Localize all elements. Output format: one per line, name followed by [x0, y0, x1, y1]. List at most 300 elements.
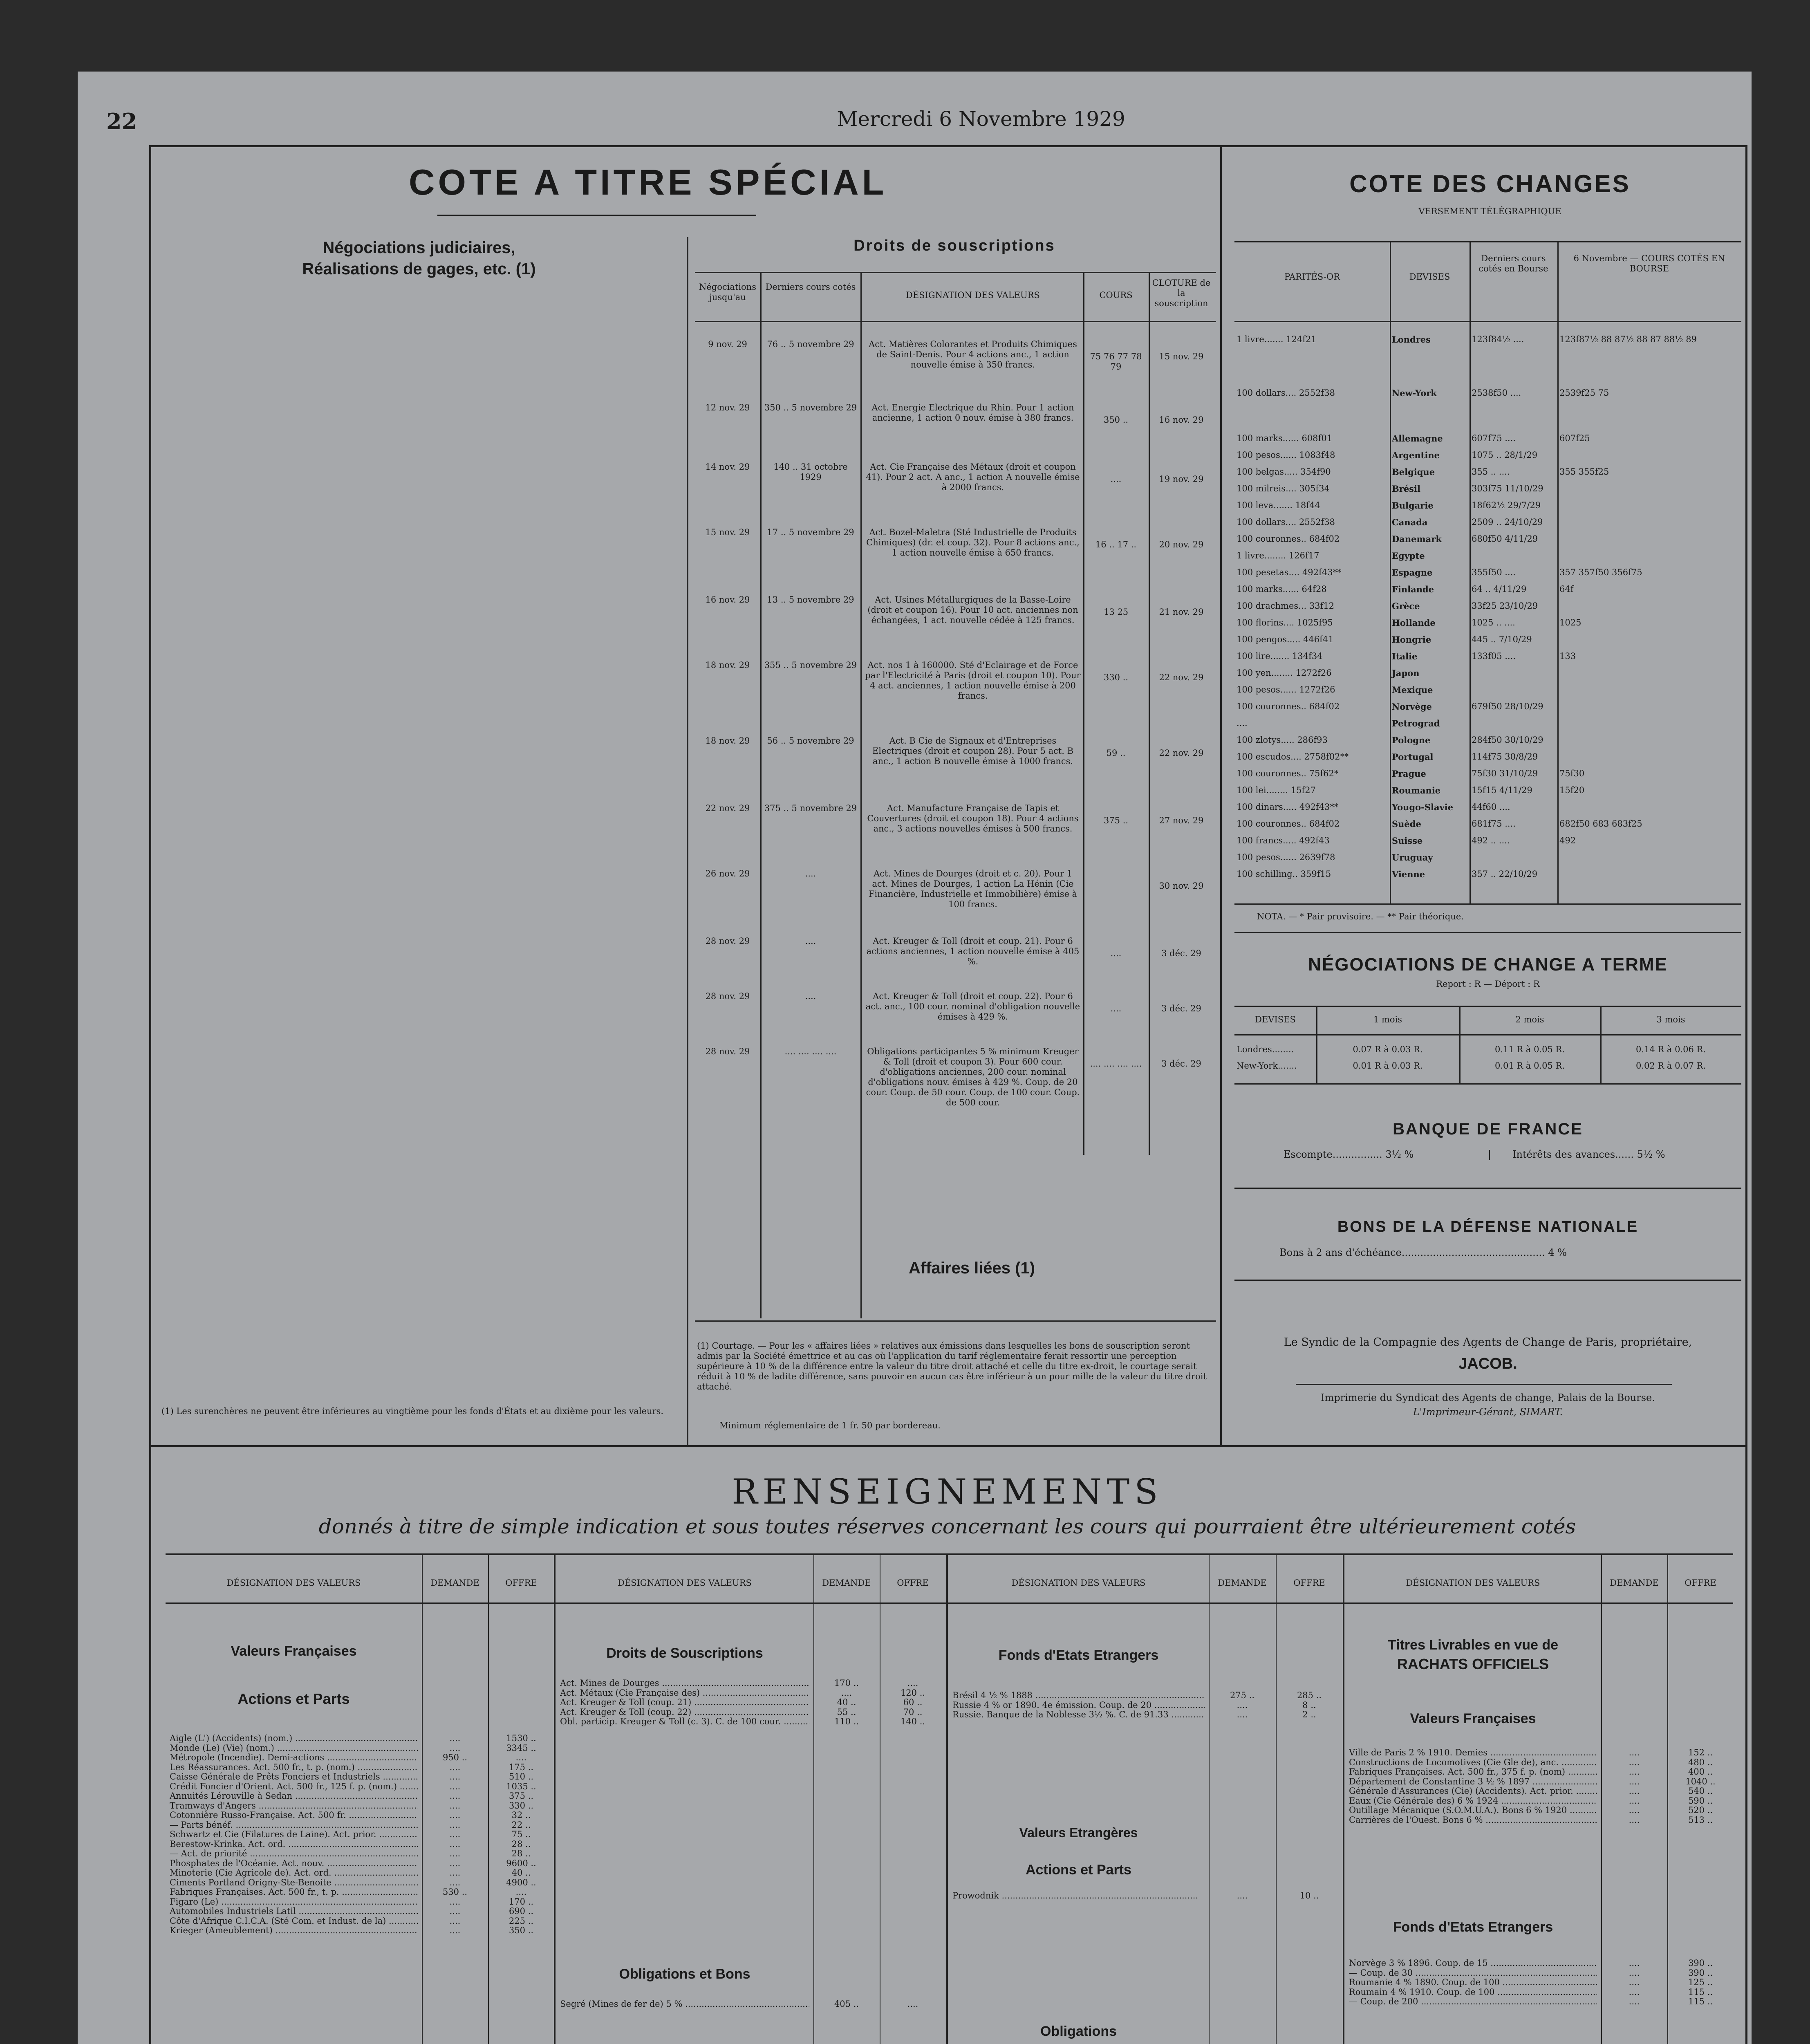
- droit-cloture: 20 nov. 29: [1159, 540, 1204, 549]
- rens-heading: Fonds d'Etats Etrangers: [1393, 1919, 1553, 1935]
- rens-row-name: Automobiles Industriels Latil .....: [170, 1906, 418, 1916]
- rens-row-offre: 1035 ..: [506, 1781, 536, 1791]
- rens-col-designation: DÉSIGNATION DES VALEURS: [226, 1578, 361, 1588]
- change-devise: Danemark: [1392, 534, 1442, 544]
- droit-designation: Act. Cie Française des Métaux (droit et coupon 41). Pour 2 act. A anc., 1 action A nouvelle émise à 2000 francs.: [866, 462, 1080, 492]
- terme-2mois: 0.11 R à 0.05 R.: [1494, 1044, 1565, 1054]
- droit-cloture: 15 nov. 29: [1159, 352, 1204, 361]
- rens-heading: Actions et Parts: [237, 1690, 350, 1707]
- rens-row-name: Phosphates de l'Océanie. Act. nouv. .....: [170, 1858, 418, 1869]
- rens-row-name: Prowodnik .....: [952, 1891, 1205, 1901]
- syndic-rule: [1296, 1384, 1672, 1385]
- rens-row-offre: 60 ..: [903, 1697, 923, 1707]
- terme-title: NÉGOCIATIONS DE CHANGE A TERME: [1308, 955, 1668, 975]
- rens-row-name: Eaux (Cie Générale des) 6 % 1924 .....: [1349, 1796, 1597, 1806]
- droits-title: Droits de souscriptions: [853, 237, 1055, 254]
- col-parites: PARITÉS-OR: [1284, 272, 1340, 282]
- droit-last: 76 .. 5 novembre 29: [767, 339, 854, 349]
- rens-row-demande: 40 ..: [837, 1697, 856, 1707]
- courtage-minimum: Minimum réglementaire de 1 fr. 50 par bordereau.: [719, 1421, 941, 1430]
- rens-row-offre: 375 ..: [509, 1791, 534, 1801]
- change-cours: 355 355f25: [1559, 467, 1609, 477]
- changes-top-rule: [1234, 241, 1741, 242]
- droit-last: ....: [805, 936, 816, 946]
- rens-row-offre: 390 ..: [1688, 1968, 1713, 1978]
- rens-row-name: Brésil 4 ½ % 1888 .....: [952, 1690, 1205, 1701]
- change-devise: Suède: [1392, 819, 1421, 829]
- change-cours: 64f: [1559, 584, 1574, 594]
- renseignements-title: RENSEIGNEMENTS: [732, 1472, 1163, 1512]
- rens-row-offre: ....: [907, 1678, 918, 1688]
- droit-cloture: 3 déc. 29: [1161, 1059, 1201, 1069]
- droits-bottom-rule: [695, 1320, 1216, 1322]
- rens-row-name: Constructions de Locomotives (Cie Gle de), anc. .....: [1349, 1757, 1597, 1768]
- rens-row-offre: 4900 ..: [506, 1877, 536, 1887]
- rens-row-demande: 405 ..: [834, 1999, 859, 2009]
- divider-renseignements: [149, 1445, 1745, 1447]
- change-cours: 357 357f50 356f75: [1559, 567, 1642, 577]
- rens-row-name: Krieger (Ameublement) .....: [170, 1925, 418, 1936]
- change-devise: Pologne: [1392, 735, 1431, 745]
- rens-row-demande: ....: [449, 1829, 461, 1839]
- rens-row-offre: 540 ..: [1688, 1786, 1713, 1796]
- rens-row-offre: 225 ..: [509, 1916, 534, 1926]
- droit-cloture: 21 nov. 29: [1159, 607, 1204, 617]
- rens-row-demande: ....: [449, 1800, 461, 1811]
- rens-heading: Obligations et Bons: [619, 1966, 750, 1982]
- rens-row-demande: ....: [1629, 1815, 1640, 1825]
- change-dernier: 18f62½ 29/7/29: [1472, 500, 1541, 510]
- bons-rule: [1234, 1280, 1741, 1281]
- droit-last: 375 .. 5 novembre 29: [764, 803, 857, 813]
- change-devise: Yougo-Slavie: [1392, 802, 1454, 812]
- rens-row-name: Département de Constantine 3 ½ % 1897 .....: [1349, 1777, 1597, 1787]
- banque-avances: Intérêts des avances...... 5½ %: [1512, 1149, 1665, 1160]
- rens-row-offre: 170 ..: [509, 1896, 534, 1907]
- droit-cloture: 16 nov. 29: [1159, 415, 1204, 425]
- rens-row-name: Segré (Mines de fer de) 5 % .....: [560, 1999, 809, 2009]
- rens-row-demande: 950 ..: [442, 1753, 468, 1762]
- rens-row-name: Crédit Foncier d'Orient. Act. 500 fr., 125 f. p. (nom.) .....: [170, 1782, 418, 1792]
- change-parite: 100 lire....... 134f34: [1237, 651, 1323, 661]
- rens-row-offre: 285 ..: [1297, 1690, 1322, 1700]
- terme-devise: Londres........: [1237, 1044, 1294, 1054]
- rens-top-rule: [166, 1553, 1733, 1555]
- change-dernier: 357 .. 22/10/29: [1472, 869, 1538, 879]
- terme-col-2mois: 2 mois: [1515, 1015, 1544, 1024]
- rens-heading: Obligations: [1040, 2024, 1117, 2039]
- rens-row-name: Act. Kreuger & Toll (coup. 22) .....: [560, 1707, 809, 1717]
- rens-row-offre: 2 ..: [1302, 1710, 1316, 1719]
- change-dernier: 1025 .. ....: [1472, 618, 1515, 628]
- change-dernier: 64 .. 4/11/29: [1472, 584, 1527, 594]
- rens-row-name: Cotonnière Russo-Française. Act. 500 fr. .....: [170, 1810, 418, 1820]
- rens-row-name: Roumain 4 % 1910. Coup. de 100 .....: [1349, 1987, 1597, 1997]
- change-parite: ....: [1237, 718, 1248, 728]
- change-devise: Prague: [1392, 769, 1426, 779]
- change-cours: 123f87½ 88 87½ 88 87 88½ 89: [1559, 334, 1697, 344]
- rens-row-offre: 3345 ..: [506, 1743, 536, 1753]
- change-cours: 492: [1559, 836, 1576, 845]
- col-cours-6-nov: 6 Novembre — COURS COTÉS EN BOURSE: [1573, 253, 1725, 273]
- rens-row-demande: ....: [449, 1781, 461, 1791]
- rens-row-offre: 70 ..: [903, 1707, 923, 1717]
- rens-row-demande: ....: [449, 1733, 461, 1743]
- rens-heading: Fonds d'Etats Etrangers: [998, 1647, 1159, 1663]
- droit-last: 56 .. 5 novembre 29: [767, 736, 854, 746]
- droit-date: 12 nov. 29: [705, 403, 750, 412]
- rens-row-offre: 400 ..: [1688, 1767, 1713, 1777]
- change-parite: 100 schilling.. 359f15: [1237, 869, 1331, 879]
- rens-row-name: Outillage Mécanique (S.O.M.U.A.). Bons 6 % 1920 .....: [1349, 1805, 1597, 1815]
- change-devise: Portugal: [1392, 752, 1434, 762]
- rens-row-offre: 9600 ..: [506, 1858, 536, 1868]
- rens-row-demande: ....: [1629, 1977, 1640, 1987]
- change-parite: 100 drachmes... 33f12: [1237, 601, 1335, 611]
- rens-col-line3: [1343, 1553, 1344, 2044]
- syndic-name: JACOB.: [1458, 1355, 1517, 1372]
- rens-row-offre: 590 ..: [1688, 1795, 1713, 1806]
- page-number: 22: [106, 108, 137, 134]
- change-parite: 100 couronnes.. 684f02: [1237, 702, 1340, 711]
- nota-rule: [1234, 932, 1741, 933]
- change-devise: Vienne: [1392, 869, 1425, 879]
- change-devise: Allemagne: [1392, 433, 1443, 444]
- droit-cours: ....: [1110, 948, 1122, 958]
- rens-row-offre: 480 ..: [1688, 1757, 1713, 1767]
- rens-head-rule: [166, 1602, 1733, 1604]
- change-devise: Brésil: [1392, 484, 1420, 494]
- change-devise: Londres: [1392, 334, 1431, 345]
- droit-cours: 375 ..: [1103, 816, 1129, 825]
- terme-col-devises: DEVISES: [1255, 1015, 1296, 1024]
- change-dernier: 681f75 ....: [1472, 819, 1516, 829]
- change-parite: 100 couronnes.. 684f02: [1237, 534, 1340, 544]
- rens-col-offre: OFFRE: [1685, 1578, 1716, 1588]
- droit-cours: .... .... .... ....: [1090, 1059, 1142, 1069]
- rens-col-designation: DÉSIGNATION DES VALEURS: [1011, 1578, 1146, 1588]
- change-parite: 1 livre....... 124f21: [1237, 334, 1317, 344]
- droit-date: 9 nov. 29: [708, 339, 747, 349]
- change-dernier: 33f25 23/10/29: [1472, 601, 1538, 611]
- droit-cloture: 27 nov. 29: [1159, 816, 1204, 825]
- rens-row-name: Berestow-Krinka. Act. ord. .....: [170, 1839, 418, 1849]
- rens-row-name: Russie 4 % or 1890. 4e émission. Coup. de 20 .....: [952, 1700, 1205, 1710]
- rens-row-demande: ....: [1629, 1767, 1640, 1777]
- syndic-line1: Le Syndic de la Compagnie des Agents de Change de Paris, propriétaire,: [1284, 1336, 1692, 1349]
- bons-line: Bons à 2 ans d'échéance.............................................. 4 %: [1279, 1247, 1567, 1258]
- rens-row-demande: ....: [449, 1791, 461, 1801]
- droit-cloture: 30 nov. 29: [1159, 881, 1204, 891]
- banque-title: BANQUE DE FRANCE: [1393, 1120, 1583, 1138]
- droit-cours: ....: [1110, 1004, 1122, 1013]
- change-devise: Belgique: [1392, 467, 1435, 477]
- droit-date: 18 nov. 29: [705, 660, 750, 670]
- droit-date: 28 nov. 29: [705, 991, 750, 1001]
- rens-sub-line: [1276, 1553, 1277, 2044]
- rens-row-demande: 55 ..: [837, 1707, 856, 1717]
- changes-col-line1: [1390, 241, 1391, 903]
- rens-col-demande: DEMANDE: [430, 1578, 479, 1588]
- rens-row-offre: 115 ..: [1688, 1997, 1713, 2006]
- rens-row-name: — Act. de priorité .....: [170, 1849, 418, 1859]
- rens-row-name: Aigle (L') (Accidents) (nom.) .....: [170, 1733, 418, 1744]
- rens-row-name: Ville de Paris 2 % 1910. Demies .....: [1349, 1748, 1597, 1758]
- change-parite: 100 dollars.... 2552f38: [1237, 388, 1335, 398]
- change-dernier: 284f50 30/10/29: [1472, 735, 1543, 745]
- rens-row-name: Annuités Lérouville à Sedan .....: [170, 1791, 418, 1801]
- change-devise: Grèce: [1392, 601, 1420, 611]
- change-dernier: 1075 .. 28/1/29: [1472, 450, 1538, 460]
- droit-cloture: 3 déc. 29: [1161, 1004, 1201, 1013]
- change-dernier: 355 .. ....: [1472, 467, 1510, 477]
- droit-cloture: 22 nov. 29: [1159, 672, 1204, 682]
- droit-last: .... .... .... ....: [784, 1047, 837, 1056]
- change-parite: 100 dollars.... 2552f38: [1237, 517, 1335, 527]
- rens-row-name: Act. Kreuger & Toll (coup. 21) .....: [560, 1697, 809, 1708]
- droit-designation: Act. nos 1 à 160000. Sté d'Eclairage et de Force par l'Electricité à Paris (droit et coupon 10). Pour 4 act. anciennes, 1 action nouvelle émise à 200 francs.: [865, 660, 1081, 701]
- droit-cours: 75 76 77 78 79: [1090, 352, 1142, 372]
- terme-3mois: 0.02 R à 0.07 R.: [1635, 1061, 1706, 1071]
- change-devise: Norvège: [1392, 702, 1432, 712]
- changes-nota: NOTA. — * Pair provisoire. — ** Pair théorique.: [1257, 912, 1464, 921]
- rens-row-demande: ....: [1237, 1891, 1248, 1901]
- change-dernier: 75f30 31/10/29: [1472, 769, 1538, 778]
- rens-row-offre: ....: [515, 1887, 527, 1897]
- changes-col-line2: [1470, 241, 1471, 903]
- droit-cloture: 3 déc. 29: [1161, 948, 1201, 958]
- change-cours: 1025: [1559, 618, 1582, 628]
- rens-row-demande: ....: [449, 1820, 461, 1830]
- change-parite: 100 lei........ 15f27: [1237, 785, 1316, 795]
- change-dernier: 607f75 ....: [1472, 433, 1516, 443]
- rens-row-offre: 140 ..: [900, 1717, 925, 1726]
- rens-row-name: Générale d'Assurances (Cie) (Accidents). Act. prior. .....: [1349, 1786, 1597, 1796]
- rens-row-demande: ....: [1629, 1748, 1640, 1757]
- rens-row-offre: 520 ..: [1688, 1805, 1713, 1815]
- rens-row-demande: ....: [449, 1916, 461, 1926]
- change-parite: 100 leva....... 18f44: [1237, 500, 1320, 510]
- rens-col-demande: DEMANDE: [1218, 1578, 1267, 1588]
- rens-row-demande: 110 ..: [834, 1717, 859, 1726]
- droit-designation: Obligations participantes 5 % minimum Kreuger & Toll (droit et coupon 3). Pour 600 cour. d'obligations anciennes, 200 cour. nominal d'obligations nouv. émises à 429 %. Coup. de 20 cour. Coup. de 50 cour. Coup. de 100 cour. Coup. de 500 cour.: [866, 1047, 1080, 1107]
- terme-col2: [1459, 1006, 1461, 1083]
- change-cours: 607f25: [1559, 433, 1590, 443]
- droit-designation: Act. Energie Electrique du Rhin. Pour 1 action ancienne, 1 action 0 nouv. émise à 380 francs.: [871, 403, 1074, 423]
- banque-rule: [1234, 1188, 1741, 1189]
- col-devises: DEVISES: [1409, 272, 1450, 282]
- rens-row-demande: ....: [1629, 1987, 1640, 1997]
- terme-devise: New-York.......: [1237, 1061, 1297, 1071]
- change-devise: Bulgarie: [1392, 500, 1434, 511]
- rens-row-demande: ....: [449, 1877, 461, 1887]
- droits-col-line4: [1149, 272, 1150, 1155]
- change-devise: Hongrie: [1392, 634, 1431, 645]
- rens-sub-line: [813, 1553, 814, 2044]
- droit-designation: Act. Bozel-Maletra (Sté Industrielle de Produits Chimiques) (dr. et coup. 32). Pour 8 actions anc., 1 action nouvelle émise à 650 francs.: [866, 527, 1080, 558]
- changes-title: COTE DES CHANGES: [1349, 170, 1631, 197]
- rens-row-name: Ciments Portland Origny-Ste-Benoite .....: [170, 1878, 418, 1888]
- rens-row-demande: ....: [449, 1839, 461, 1849]
- rens-row-name: Act. Mines de Dourges .....: [560, 1678, 809, 1688]
- changes-head-rule: [1234, 321, 1741, 322]
- cote-titre-special-title: COTE A TITRE SPÉCIAL: [409, 162, 887, 202]
- droit-cours: 13 25: [1103, 607, 1129, 617]
- rens-row-demande: ....: [1629, 1786, 1640, 1796]
- col-designation: DÉSIGNATION DES VALEURS: [906, 290, 1040, 300]
- rens-row-demande: ....: [1629, 1757, 1640, 1767]
- change-devise: Espagne: [1392, 567, 1433, 578]
- droit-cours: 59 ..: [1106, 748, 1126, 758]
- col-cours: COURS: [1099, 290, 1133, 300]
- syndic-line4: L'Imprimeur-Gérant, SIMART.: [1413, 1406, 1563, 1418]
- rens-row-offre: 40 ..: [511, 1868, 531, 1878]
- left-heading-line2: Réalisations de gages, etc. (1): [302, 260, 536, 278]
- terme-top-rule: [1234, 1006, 1741, 1007]
- droits-col-line3: [1083, 272, 1084, 1155]
- title-underline: [437, 215, 756, 216]
- rens-row-offre: 1530 ..: [506, 1733, 536, 1743]
- col-cloture: CLOTURE de la souscription: [1152, 278, 1211, 308]
- droit-last: 17 .. 5 novembre 29: [767, 527, 854, 537]
- change-dernier: 2538f50 ....: [1472, 388, 1521, 398]
- change-devise: Finlande: [1392, 584, 1434, 594]
- rens-heading: RACHATS OFFICIELS: [1397, 1656, 1549, 1672]
- change-devise: Petrograd: [1392, 718, 1440, 728]
- rens-row-demande: ....: [449, 1772, 461, 1782]
- terme-1mois: 0.07 R à 0.03 R.: [1353, 1044, 1423, 1054]
- change-devise: Hollande: [1392, 618, 1436, 628]
- change-dernier: 680f50 4/11/29: [1472, 534, 1538, 544]
- rens-row-offre: 125 ..: [1688, 1977, 1713, 1987]
- rens-col-demande: DEMANDE: [822, 1578, 871, 1588]
- rens-row-offre: 330 ..: [509, 1800, 534, 1811]
- change-devise: Uruguay: [1392, 852, 1433, 863]
- change-parite: 100 belgas..... 354f90: [1237, 467, 1331, 477]
- rens-row-demande: ....: [449, 1743, 461, 1753]
- change-parite: 100 marks...... 64f28: [1237, 584, 1327, 594]
- droit-last: 13 .. 5 novembre 29: [767, 595, 854, 605]
- rens-row-offre: 510 ..: [509, 1772, 534, 1782]
- droit-cours: 16 .. 17 ..: [1095, 540, 1137, 549]
- rens-sub-line: [1209, 1553, 1210, 2044]
- rens-row-demande: ....: [449, 1810, 461, 1820]
- rens-row-offre: 115 ..: [1688, 1987, 1713, 1997]
- change-parite: 100 pengos..... 446f41: [1237, 634, 1334, 644]
- terme-subtitle: Report : R — Déport : R: [1436, 979, 1540, 989]
- change-parite: 1 livre........ 126f17: [1237, 551, 1319, 560]
- droit-designation: Act. Mines de Dourges (droit et c. 20). Pour 1 act. Mines de Dourges, 1 action La Hénin (Cie Financière, Industrielle et Immobilière) émise à 100 francs.: [868, 869, 1077, 909]
- rens-row-demande: 275 ..: [1230, 1690, 1255, 1700]
- terme-1mois: 0.01 R à 0.03 R.: [1353, 1061, 1423, 1071]
- rens-row-offre: 390 ..: [1688, 1958, 1713, 1968]
- change-dernier: 123f84½ ....: [1472, 334, 1524, 344]
- change-parite: 100 couronnes.. 75f62*: [1237, 769, 1339, 778]
- change-devise: Roumanie: [1392, 785, 1441, 796]
- change-dernier: 303f75 11/10/29: [1472, 484, 1543, 493]
- rens-col-offre: OFFRE: [1293, 1578, 1325, 1588]
- rens-row-name: Caisse Générale de Prêts Fonciers et Industriels .....: [170, 1772, 418, 1782]
- change-dernier: 133f05 ....: [1472, 651, 1516, 661]
- change-parite: 100 florins.... 1025f95: [1237, 618, 1333, 628]
- droit-date: 16 nov. 29: [705, 595, 750, 605]
- rens-row-demande: ....: [1629, 1805, 1640, 1815]
- droit-cours: ....: [1110, 474, 1122, 484]
- change-dernier: 15f15 4/11/29: [1472, 785, 1532, 795]
- banque-separator: |: [1488, 1149, 1492, 1160]
- change-parite: 100 milreis.... 305f34: [1237, 484, 1330, 493]
- terme-3mois: 0.14 R à 0.06 R.: [1635, 1044, 1706, 1054]
- rens-row-demande: ....: [1237, 1710, 1248, 1719]
- rens-row-name: — Coup. de 200 .....: [1349, 1997, 1597, 2007]
- rens-row-demande: ....: [1629, 1968, 1640, 1978]
- renseignements-subtitle: donnés à titre de simple indication et sous toutes réserves concernant les cours qui pourraient être ultérieurement cotés: [318, 1515, 1576, 1538]
- rens-row-offre: 1040 ..: [1685, 1776, 1716, 1786]
- droit-last: ....: [805, 991, 816, 1001]
- rens-row-demande: ....: [449, 1849, 461, 1858]
- syndic-line3: Imprimerie du Syndicat des Agents de change, Palais de la Bourse.: [1321, 1392, 1655, 1403]
- change-dernier: 2509 .. 24/10/29: [1472, 517, 1543, 527]
- change-parite: 100 dinars..... 492f43**: [1237, 802, 1339, 812]
- rens-heading: Actions et Parts: [1026, 1862, 1131, 1878]
- rens-row-name: Monde (Le) (Vie) (nom.) .....: [170, 1743, 418, 1753]
- change-devise: Suisse: [1392, 836, 1423, 846]
- change-parite: 100 pesetas.... 492f43**: [1237, 567, 1342, 577]
- droit-designation: Act. Usines Métallurgiques de la Basse-Loire (droit et coupon 16). Pour 10 act. anciennes non échangées, 1 act. nouvelle cédée à 125 francs.: [867, 595, 1078, 625]
- droits-col-line2: [860, 272, 862, 1318]
- col-derniers-cours: Derniers cours cotés en Bourse: [1478, 253, 1548, 273]
- changes-bottom-rule: [1234, 903, 1741, 905]
- change-parite: 100 pesos...... 1083f48: [1237, 450, 1335, 460]
- rens-row-offre: 152 ..: [1688, 1748, 1713, 1757]
- rens-row-demande: ....: [841, 1688, 852, 1698]
- divider-droits: [687, 237, 688, 1445]
- rens-row-demande: ....: [1629, 1795, 1640, 1806]
- change-parite: 100 francs..... 492f43: [1237, 836, 1330, 845]
- change-cours: 75f30: [1559, 769, 1585, 778]
- changes-col-line3: [1557, 241, 1559, 903]
- rens-row-offre: 120 ..: [900, 1688, 925, 1698]
- change-devise: Japon: [1392, 668, 1420, 678]
- terme-bottom-rule: [1234, 1083, 1741, 1085]
- droit-designation: Act. Matières Colorantes et Produits Chimiques de Saint-Denis. Pour 4 actions anc., 1 action nouvelle émise à 350 francs.: [869, 339, 1077, 370]
- droit-designation: Act. Kreuger & Toll (droit et coup. 21). Pour 6 actions anciennes, 1 action nouvelle émise à 405 %.: [866, 936, 1080, 966]
- droits-head-rule: [695, 321, 1216, 322]
- change-parite: 100 pesos...... 2639f78: [1237, 852, 1335, 862]
- change-devise: Mexique: [1392, 685, 1433, 695]
- rens-row-offre: ....: [907, 1999, 918, 2009]
- change-cours: 2539f25 75: [1559, 388, 1609, 398]
- terme-head-rule: [1234, 1034, 1741, 1035]
- droits-col-line1: [760, 272, 762, 1318]
- droit-designation: Act. Kreuger & Toll (droit et coup. 22). Pour 6 act. anc., 100 cour. nominal d'obligation nouvelle émises à 429 %.: [865, 991, 1080, 1022]
- divider-changes: [1220, 145, 1222, 1445]
- rens-row-demande: ....: [449, 1858, 461, 1868]
- rens-row-offre: 22 ..: [511, 1820, 531, 1830]
- droit-designation: Act. Manufacture Française de Tapis et Couvertures (droit et coupon 18). Pour 4 actions anc., 3 actions nouvelles émises à 500 francs.: [867, 803, 1079, 834]
- rens-row-name: — Parts bénéf. .....: [170, 1820, 418, 1830]
- change-dernier: 114f75 30/8/29: [1472, 752, 1538, 762]
- col-negociations: Négociations jusqu'au: [699, 282, 756, 302]
- rens-row-name: — Coup. de 30 .....: [1349, 1968, 1597, 1978]
- rens-row-name: Les Réassurances. Act. 500 fr., t. p. (nom.) .....: [170, 1762, 418, 1773]
- change-cours: 682f50 683 683f25: [1559, 819, 1642, 829]
- change-devise: Argentine: [1392, 450, 1440, 460]
- droit-cours: 350 ..: [1103, 415, 1129, 425]
- rens-row-name: Schwartz et Cie (Filatures de Laine). Act. prior. .....: [170, 1829, 418, 1840]
- rens-row-demande: ....: [449, 1906, 461, 1916]
- droits-top-rule: [695, 272, 1216, 273]
